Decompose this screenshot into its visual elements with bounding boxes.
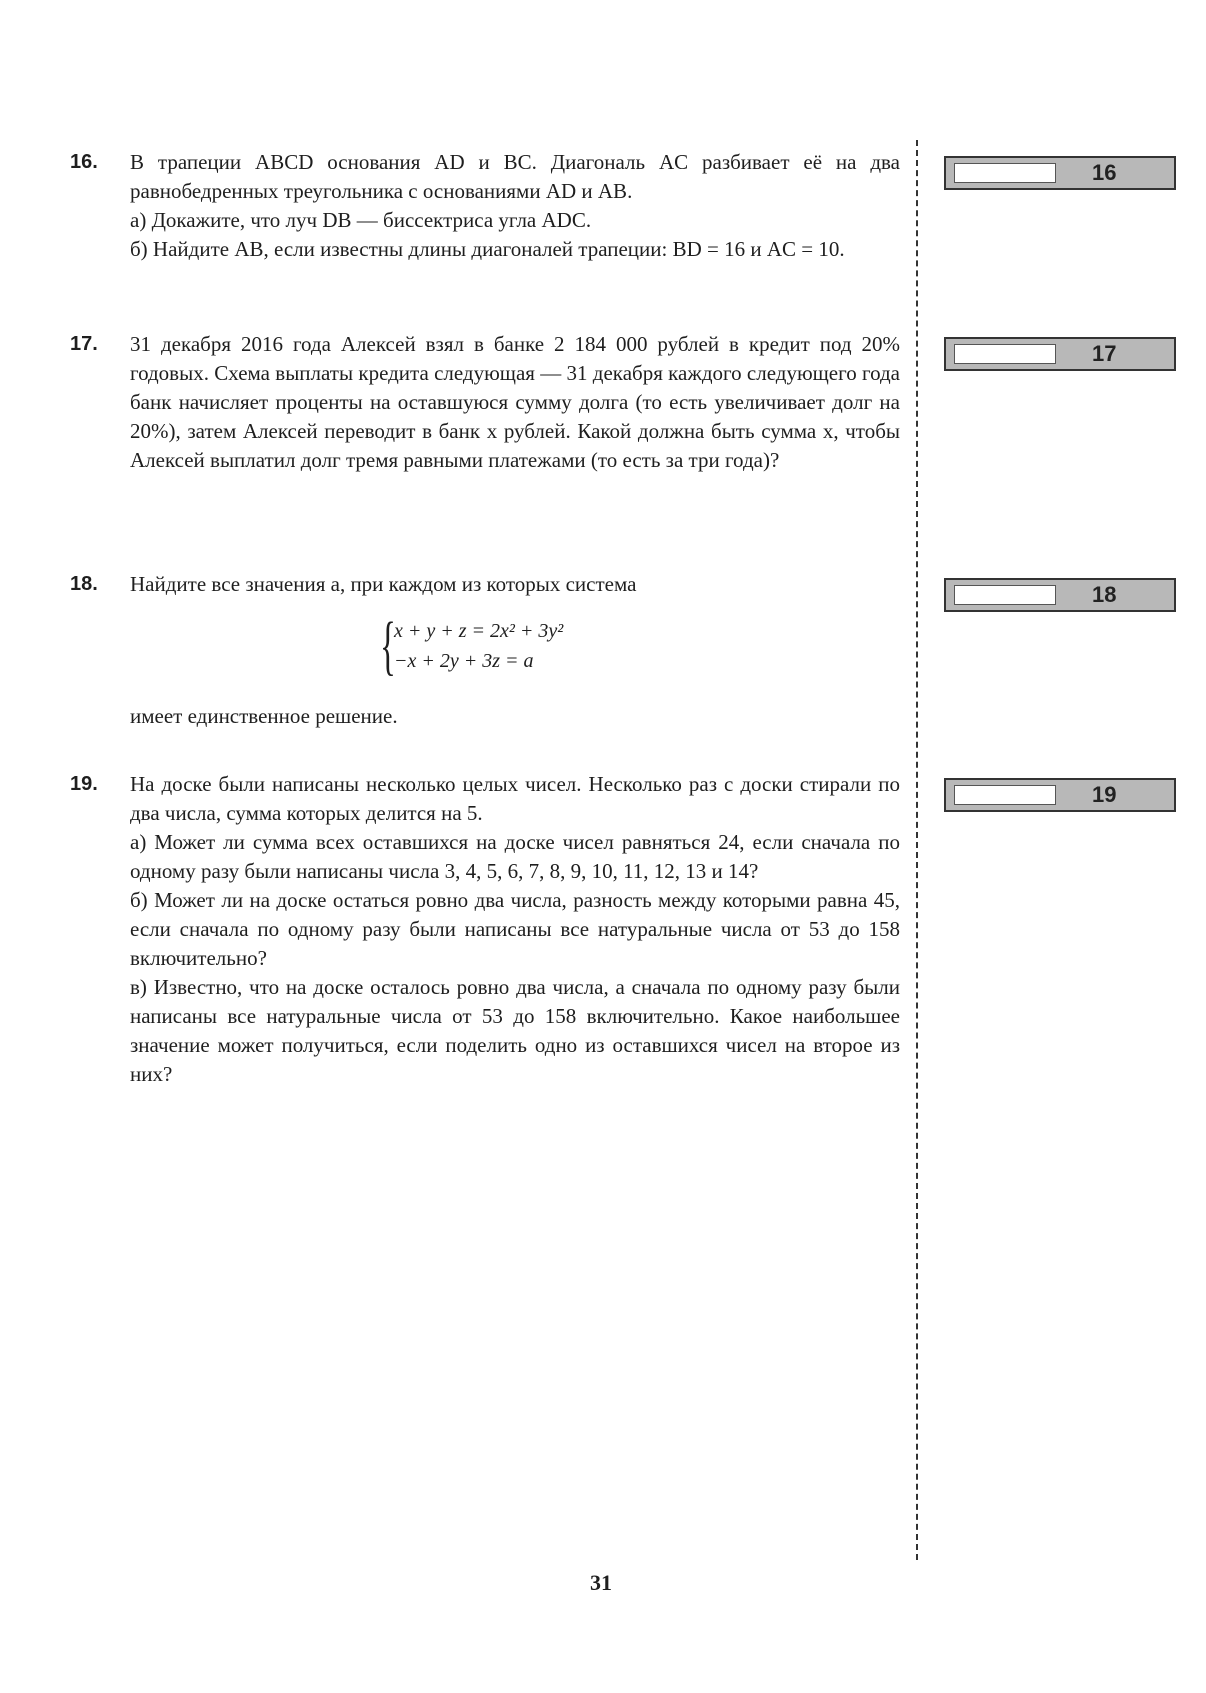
answer-field[interactable] bbox=[954, 163, 1056, 183]
problem-number: 17. bbox=[70, 333, 98, 355]
answer-field[interactable] bbox=[954, 785, 1056, 805]
system-brace: { bbox=[380, 609, 396, 682]
answer-field[interactable] bbox=[954, 585, 1056, 605]
answer-box-label: 17 bbox=[1092, 341, 1117, 366]
answer-box-label: 19 bbox=[1092, 782, 1117, 807]
problem-statement: Найдите все значения a, при каждом из которых система bbox=[130, 572, 637, 596]
problem-16 bbox=[70, 148, 900, 264]
problem-outro: имеет единственное решение. bbox=[130, 704, 398, 728]
problem-number: 18. bbox=[70, 573, 98, 595]
problem-part-c: в) Известно, что на доске осталось ровно два числа, а сначала по одному разу были написаны все натуральные числа от 53 до 158 включительно. Какое наибольшее значение может получиться, если поделить одно из оставшихся чисел на второе из них? bbox=[130, 975, 900, 1086]
answer-field[interactable] bbox=[954, 344, 1056, 364]
problem-18 bbox=[70, 570, 900, 599]
equation-2: −x + 2y + 3z = a bbox=[394, 650, 534, 672]
cut-line bbox=[916, 140, 918, 1560]
answer-box-label: 18 bbox=[1092, 582, 1117, 607]
problem-part-a: а) Докажите, что луч DB — биссектриса угла ADC. bbox=[130, 208, 592, 232]
answer-box-label: 16 bbox=[1092, 160, 1117, 185]
problem-statement: На доске были написаны несколько целых чисел. Несколько раз с доски стирали по два числа, сумма которых делится на 5. bbox=[130, 772, 900, 825]
equation-system bbox=[380, 609, 564, 682]
equation-1: x + y + z = 2x² + 3y² bbox=[394, 620, 564, 642]
problem-part-a: а) Может ли сумма всех оставшихся на доске чисел равняться 24, если сначала по одному разу были написаны числа 3, 4, 5, 6, 7, 8, 9, 10, 11, 12, 13 и 14? bbox=[130, 830, 900, 883]
answer-box-16 bbox=[944, 156, 1176, 190]
problem-number: 19. bbox=[70, 773, 98, 795]
answer-box-19 bbox=[944, 778, 1176, 812]
problem-statement: В трапеции ABCD основания AD и BC. Диагональ AC разбивает её на два равнобедренных треугольника с основаниями AD и AB. bbox=[130, 150, 900, 203]
page-number: 31 bbox=[590, 1570, 612, 1595]
problem-part-b: б) Найдите AB, если известны длины диагоналей трапеции: BD = 16 и AC = 10. bbox=[130, 237, 845, 261]
problem-number: 16. bbox=[70, 151, 98, 173]
problem-17 bbox=[70, 330, 900, 475]
problem-part-b: б) Может ли на доске остаться ровно два числа, разность между которыми равна 45, если сначала по одному разу были написаны все натуральные числа от 53 до 158 включительно? bbox=[130, 888, 900, 970]
problem-statement: 31 декабря 2016 года Алексей взял в банке 2 184 000 рублей в кредит под 20% годовых. Схема выплаты кредита следующая — 31 декабря каждого следующего года банк начисляет проценты на оставшуюся сумму долга (то есть увеличивает долг на 20%), затем Алексей переводит в банк x рублей. Какой должна быть сумма x, чтобы Алексей выплатил долг тремя равными платежами (то есть за три года)? bbox=[130, 332, 900, 472]
problem-19 bbox=[70, 770, 900, 1089]
answer-box-18 bbox=[944, 578, 1176, 612]
problem-18-outro bbox=[70, 702, 900, 731]
answer-box-17 bbox=[944, 337, 1176, 371]
